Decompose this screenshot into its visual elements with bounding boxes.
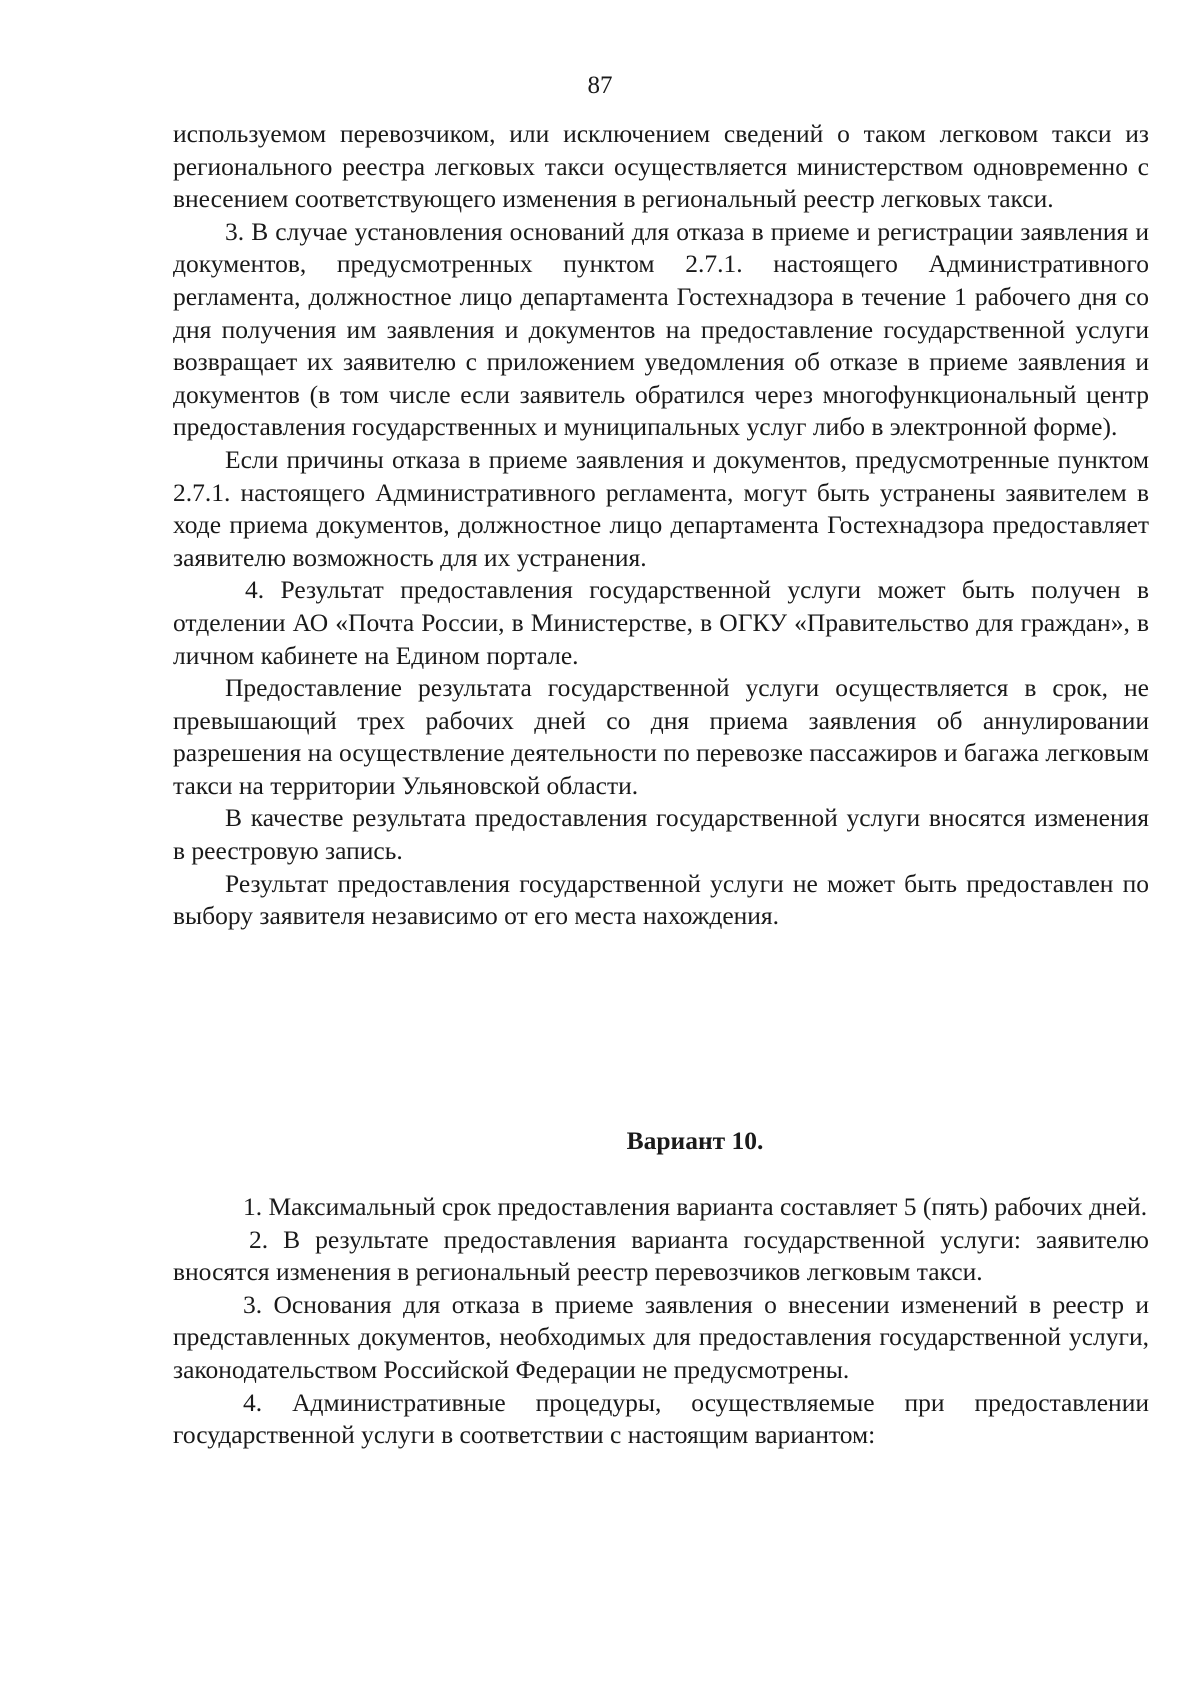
variant-text-block (173, 1191, 1149, 1452)
section-heading (0, 1125, 1200, 1157)
paragraph-item-4: 4. Результат предоставления государственной услуги может быть получен в отделении АО «Почта России, в Министерстве, в ОГКУ «Правительство для граждан», в личном кабинете на Едином портале. (173, 575, 1149, 670)
main-text-block (173, 118, 1149, 933)
variant-item-1: 1. Максимальный срок предоставления варианта составляет 5 (пять) рабочих дней. (243, 1192, 1148, 1221)
paragraph-continuation: используемом перевозчиком, или исключением сведений о таком легковом такси из регионального реестра легковых такси осуществляется министерством одновременно с внесением соответствующего изменения в региональный реестр легковых такси. (173, 119, 1149, 214)
variant-item-4: 4. Административные процедуры, осуществляемые при предоставлении государственной услуги в соответствии с настоящим вариантом: (173, 1387, 1149, 1450)
variant-item-3: 3. Основания для отказа в приеме заявления о внесении изменений в реестр и представленных документов, необходимых для предоставления государственной услуги, законодательством Российской Федерации не предусмотрены. (173, 1289, 1149, 1384)
paragraph-item-3: 3. В случае установления оснований для отказа в приеме и регистрации заявления и документов, предусмотренных пунктом 2.7.1. настоящего Административного регламента, должностное лицо департамента Гостехнадзора в течение 1 рабочего дня со дня получения им заявления и документов на предоставление государственной услуги возвращает их заявителю с приложением уведомления об отказе в приеме заявления и документов (в том числе если заявитель обратился через многофункциональный центр предоставления государственных и муниципальных услуг либо в электронной форме). (173, 216, 1149, 442)
heading-text: Вариант 10. (626, 1126, 764, 1155)
paragraph-result-record: В качестве результата предоставления государственной услуги вносятся изменения в реестровую запись. (173, 803, 1149, 866)
paragraph-refusal-reasons: Если причины отказа в приеме заявления и документов, предусмотренные пунктом 2.7.1. настоящего Административного регламента, могут быть устранены заявителем в ходе приема документов, должностное лицо департамента Гостехнадзора предоставляет заявителю возможность для их устранения. (173, 444, 1149, 572)
variant-item-2: 2. В результате предоставления варианта государственной услуги: заявителю вносятся изменения в региональный реестр перевозчиков легковым такси. (173, 1224, 1149, 1287)
paragraph-result-location: Результат предоставления государственной услуги не может быть предоставлен по выбору заявителя независимо от его места нахождения. (173, 868, 1149, 931)
paragraph-result-term: Предоставление результата государственной услуги осуществляется в срок, не превышающий трех рабочих дней со дня приема заявления об аннулировании разрешения на осуществление деятельности по перевозке пассажиров и багажа легковым такси на территории Ульяновской области. (173, 673, 1149, 800)
page-number: 87 (587, 72, 613, 99)
